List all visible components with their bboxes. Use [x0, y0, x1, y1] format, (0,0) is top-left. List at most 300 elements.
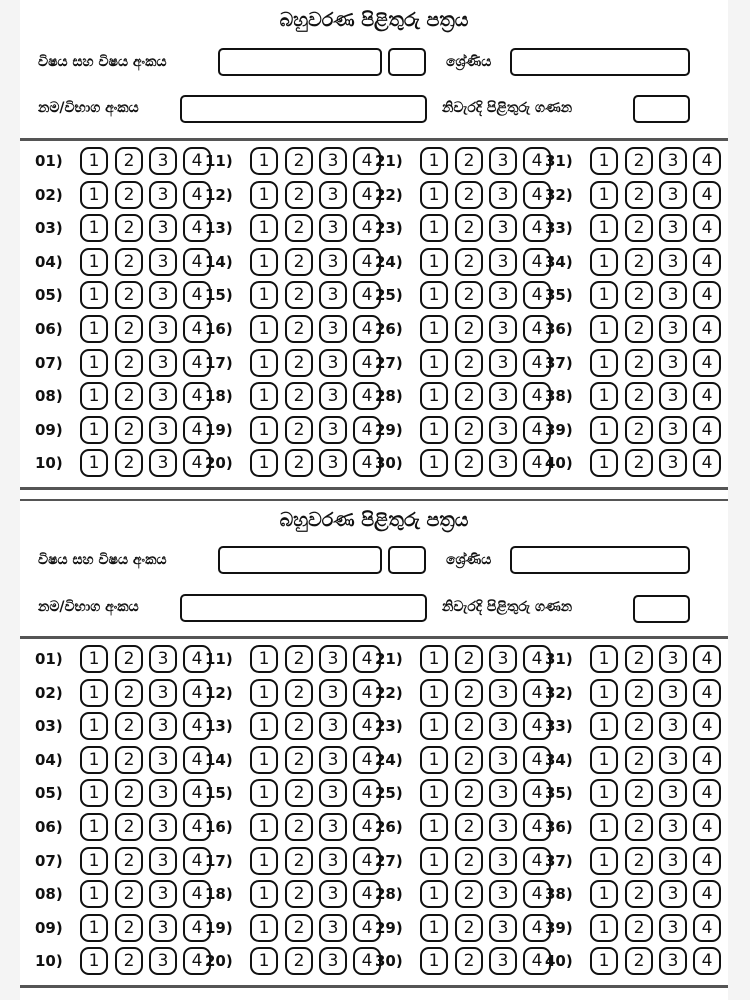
answer-bubble[interactable]: 1: [590, 281, 618, 309]
answer-bubble[interactable]: 2: [285, 181, 313, 209]
answer-bubble[interactable]: 4: [523, 449, 551, 477]
answer-bubble[interactable]: 4: [353, 416, 381, 444]
answer-bubble[interactable]: 1: [590, 248, 618, 276]
answer-bubble[interactable]: 4: [353, 349, 381, 377]
answer-bubble[interactable]: 1: [250, 315, 278, 343]
answer-bubble[interactable]: 1: [80, 847, 108, 875]
answer-bubble[interactable]: 4: [183, 779, 211, 807]
answer-bubble[interactable]: 1: [80, 382, 108, 410]
answer-bubble[interactable]: 1: [250, 382, 278, 410]
answer-bubble[interactable]: 2: [285, 214, 313, 242]
answer-bubble[interactable]: 4: [523, 281, 551, 309]
answer-bubble[interactable]: 1: [590, 880, 618, 908]
answer-bubble[interactable]: 2: [455, 416, 483, 444]
answer-bubble[interactable]: 4: [353, 181, 381, 209]
answer-bubble[interactable]: 4: [353, 147, 381, 175]
answer-bubble[interactable]: 3: [149, 746, 177, 774]
answer-bubble[interactable]: 2: [115, 813, 143, 841]
answer-bubble[interactable]: 2: [285, 712, 313, 740]
answer-bubble[interactable]: 4: [353, 679, 381, 707]
answer-bubble[interactable]: 4: [353, 880, 381, 908]
answer-bubble[interactable]: 4: [353, 779, 381, 807]
answer-bubble[interactable]: 1: [250, 679, 278, 707]
answer-bubble[interactable]: 4: [353, 813, 381, 841]
answer-bubble[interactable]: 1: [80, 813, 108, 841]
answer-bubble[interactable]: 4: [523, 382, 551, 410]
answer-bubble[interactable]: 1: [250, 947, 278, 975]
answer-bubble[interactable]: 3: [489, 416, 517, 444]
subject-number-field[interactable]: [388, 48, 426, 76]
answer-bubble[interactable]: 2: [115, 382, 143, 410]
answer-bubble[interactable]: 2: [625, 947, 653, 975]
answer-bubble[interactable]: 4: [183, 281, 211, 309]
answer-bubble[interactable]: 3: [659, 914, 687, 942]
answer-bubble[interactable]: 4: [693, 147, 721, 175]
answer-bubble[interactable]: 1: [250, 449, 278, 477]
answer-bubble[interactable]: 4: [523, 746, 551, 774]
answer-bubble[interactable]: 2: [115, 847, 143, 875]
answer-bubble[interactable]: 3: [659, 847, 687, 875]
answer-bubble[interactable]: 4: [183, 449, 211, 477]
answer-bubble[interactable]: 2: [455, 645, 483, 673]
answer-bubble[interactable]: 1: [420, 147, 448, 175]
answer-bubble[interactable]: 1: [420, 248, 448, 276]
answer-bubble[interactable]: 2: [625, 779, 653, 807]
answer-bubble[interactable]: 2: [115, 779, 143, 807]
answer-bubble[interactable]: 1: [590, 779, 618, 807]
answer-bubble[interactable]: 1: [80, 248, 108, 276]
answer-bubble[interactable]: 1: [420, 914, 448, 942]
answer-bubble[interactable]: 3: [149, 847, 177, 875]
answer-bubble[interactable]: 2: [455, 147, 483, 175]
answer-bubble[interactable]: 1: [250, 147, 278, 175]
answer-bubble[interactable]: 4: [183, 847, 211, 875]
answer-bubble[interactable]: 4: [523, 645, 551, 673]
answer-bubble[interactable]: 3: [319, 382, 347, 410]
answer-bubble[interactable]: 4: [353, 281, 381, 309]
answer-bubble[interactable]: 4: [523, 813, 551, 841]
answer-bubble[interactable]: 1: [80, 281, 108, 309]
answer-bubble[interactable]: 4: [353, 214, 381, 242]
answer-bubble[interactable]: 2: [115, 181, 143, 209]
answer-bubble[interactable]: 4: [183, 813, 211, 841]
answer-bubble[interactable]: 2: [455, 746, 483, 774]
answer-bubble[interactable]: 1: [420, 449, 448, 477]
answer-bubble[interactable]: 3: [659, 281, 687, 309]
answer-bubble[interactable]: 4: [183, 947, 211, 975]
answer-bubble[interactable]: 2: [285, 449, 313, 477]
answer-bubble[interactable]: 2: [115, 315, 143, 343]
answer-bubble[interactable]: 3: [319, 914, 347, 942]
answer-bubble[interactable]: 1: [250, 847, 278, 875]
answer-bubble[interactable]: 2: [455, 679, 483, 707]
answer-bubble[interactable]: 2: [285, 813, 313, 841]
answer-bubble[interactable]: 2: [285, 880, 313, 908]
answer-bubble[interactable]: 2: [625, 914, 653, 942]
answer-bubble[interactable]: 4: [693, 813, 721, 841]
answer-bubble[interactable]: 1: [420, 382, 448, 410]
answer-bubble[interactable]: 3: [149, 813, 177, 841]
answer-bubble[interactable]: 1: [250, 746, 278, 774]
answer-bubble[interactable]: 2: [625, 248, 653, 276]
answer-bubble[interactable]: 1: [420, 746, 448, 774]
answer-bubble[interactable]: 3: [659, 947, 687, 975]
answer-bubble[interactable]: 2: [115, 147, 143, 175]
correct-count-field[interactable]: [633, 95, 690, 123]
answer-bubble[interactable]: 3: [149, 679, 177, 707]
answer-bubble[interactable]: 2: [115, 947, 143, 975]
answer-bubble[interactable]: 2: [115, 449, 143, 477]
answer-bubble[interactable]: 3: [319, 147, 347, 175]
answer-bubble[interactable]: 3: [659, 315, 687, 343]
answer-bubble[interactable]: 2: [625, 679, 653, 707]
answer-bubble[interactable]: 2: [115, 645, 143, 673]
answer-bubble[interactable]: 1: [80, 416, 108, 444]
answer-bubble[interactable]: 3: [319, 712, 347, 740]
answer-bubble[interactable]: 3: [319, 315, 347, 343]
answer-bubble[interactable]: 4: [353, 248, 381, 276]
answer-bubble[interactable]: 4: [523, 679, 551, 707]
answer-bubble[interactable]: 4: [693, 382, 721, 410]
answer-bubble[interactable]: 1: [590, 813, 618, 841]
answer-bubble[interactable]: 2: [115, 281, 143, 309]
answer-bubble[interactable]: 4: [693, 947, 721, 975]
answer-bubble[interactable]: 1: [250, 214, 278, 242]
answer-bubble[interactable]: 3: [489, 746, 517, 774]
answer-bubble[interactable]: 2: [285, 315, 313, 343]
answer-bubble[interactable]: 2: [285, 382, 313, 410]
answer-bubble[interactable]: 1: [420, 281, 448, 309]
answer-bubble[interactable]: 3: [319, 214, 347, 242]
answer-bubble[interactable]: 2: [115, 416, 143, 444]
answer-bubble[interactable]: 2: [455, 449, 483, 477]
answer-bubble[interactable]: 4: [693, 181, 721, 209]
answer-bubble[interactable]: 1: [420, 315, 448, 343]
answer-bubble[interactable]: 4: [183, 248, 211, 276]
answer-bubble[interactable]: 2: [285, 349, 313, 377]
answer-bubble[interactable]: 3: [659, 813, 687, 841]
answer-bubble[interactable]: 1: [80, 315, 108, 343]
answer-bubble[interactable]: 1: [80, 947, 108, 975]
answer-bubble[interactable]: 4: [183, 679, 211, 707]
answer-bubble[interactable]: 2: [625, 813, 653, 841]
answer-bubble[interactable]: 4: [693, 914, 721, 942]
answer-bubble[interactable]: 1: [250, 914, 278, 942]
answer-bubble[interactable]: 4: [693, 416, 721, 444]
answer-bubble[interactable]: 3: [659, 349, 687, 377]
answer-bubble[interactable]: 3: [319, 349, 347, 377]
answer-bubble[interactable]: 2: [455, 947, 483, 975]
answer-bubble[interactable]: 3: [319, 449, 347, 477]
answer-bubble[interactable]: 3: [489, 281, 517, 309]
answer-bubble[interactable]: 2: [625, 746, 653, 774]
answer-bubble[interactable]: 4: [183, 147, 211, 175]
answer-bubble[interactable]: 3: [659, 248, 687, 276]
answer-bubble[interactable]: 4: [353, 847, 381, 875]
answer-bubble[interactable]: 3: [149, 147, 177, 175]
answer-bubble[interactable]: 2: [625, 281, 653, 309]
answer-bubble[interactable]: 1: [420, 645, 448, 673]
answer-bubble[interactable]: 3: [659, 779, 687, 807]
answer-bubble[interactable]: 2: [115, 349, 143, 377]
answer-bubble[interactable]: 1: [80, 779, 108, 807]
answer-bubble[interactable]: 2: [285, 679, 313, 707]
answer-bubble[interactable]: 4: [523, 914, 551, 942]
answer-bubble[interactable]: 4: [523, 880, 551, 908]
answer-bubble[interactable]: 4: [353, 914, 381, 942]
answer-bubble[interactable]: 1: [420, 947, 448, 975]
answer-bubble[interactable]: 3: [319, 779, 347, 807]
name-field[interactable]: [180, 95, 427, 123]
answer-bubble[interactable]: 4: [183, 416, 211, 444]
answer-bubble[interactable]: 1: [80, 349, 108, 377]
answer-bubble[interactable]: 2: [115, 679, 143, 707]
answer-bubble[interactable]: 4: [693, 712, 721, 740]
answer-bubble[interactable]: 3: [489, 712, 517, 740]
answer-bubble[interactable]: 3: [319, 847, 347, 875]
answer-bubble[interactable]: 4: [353, 315, 381, 343]
answer-bubble[interactable]: 2: [285, 947, 313, 975]
answer-bubble[interactable]: 1: [80, 679, 108, 707]
answer-bubble[interactable]: 1: [590, 416, 618, 444]
answer-bubble[interactable]: 3: [149, 214, 177, 242]
grade-field[interactable]: [510, 48, 690, 76]
answer-bubble[interactable]: 3: [489, 947, 517, 975]
answer-bubble[interactable]: 3: [319, 679, 347, 707]
answer-bubble[interactable]: 2: [625, 416, 653, 444]
answer-bubble[interactable]: 3: [489, 779, 517, 807]
grade-field[interactable]: [510, 546, 690, 574]
answer-bubble[interactable]: 4: [523, 147, 551, 175]
answer-bubble[interactable]: 1: [250, 349, 278, 377]
answer-bubble[interactable]: 2: [625, 712, 653, 740]
answer-bubble[interactable]: 2: [455, 214, 483, 242]
subject-field[interactable]: [218, 546, 382, 574]
answer-bubble[interactable]: 3: [659, 679, 687, 707]
answer-bubble[interactable]: 1: [250, 416, 278, 444]
answer-bubble[interactable]: 1: [590, 679, 618, 707]
answer-bubble[interactable]: 4: [523, 847, 551, 875]
answer-bubble[interactable]: 2: [455, 349, 483, 377]
answer-bubble[interactable]: 3: [659, 382, 687, 410]
answer-bubble[interactable]: 2: [625, 382, 653, 410]
answer-bubble[interactable]: 3: [319, 947, 347, 975]
answer-bubble[interactable]: 2: [115, 712, 143, 740]
answer-bubble[interactable]: 1: [420, 416, 448, 444]
answer-bubble[interactable]: 2: [455, 813, 483, 841]
answer-bubble[interactable]: 3: [489, 181, 517, 209]
answer-bubble[interactable]: 3: [659, 147, 687, 175]
answer-bubble[interactable]: 1: [250, 281, 278, 309]
answer-bubble[interactable]: 4: [183, 746, 211, 774]
answer-bubble[interactable]: 4: [353, 449, 381, 477]
answer-bubble[interactable]: 3: [489, 847, 517, 875]
answer-bubble[interactable]: 1: [80, 181, 108, 209]
answer-bubble[interactable]: 4: [523, 181, 551, 209]
answer-bubble[interactable]: 4: [183, 914, 211, 942]
answer-bubble[interactable]: 4: [523, 712, 551, 740]
answer-bubble[interactable]: 3: [489, 813, 517, 841]
answer-bubble[interactable]: 4: [523, 248, 551, 276]
answer-bubble[interactable]: 1: [80, 147, 108, 175]
answer-bubble[interactable]: 2: [285, 847, 313, 875]
answer-bubble[interactable]: 2: [455, 382, 483, 410]
answer-bubble[interactable]: 1: [250, 880, 278, 908]
answer-bubble[interactable]: 3: [489, 679, 517, 707]
answer-bubble[interactable]: 2: [625, 847, 653, 875]
answer-bubble[interactable]: 4: [353, 947, 381, 975]
answer-bubble[interactable]: 3: [149, 248, 177, 276]
answer-bubble[interactable]: 2: [455, 712, 483, 740]
answer-bubble[interactable]: 1: [590, 449, 618, 477]
answer-bubble[interactable]: 4: [183, 214, 211, 242]
answer-bubble[interactable]: 3: [489, 315, 517, 343]
answer-bubble[interactable]: 2: [115, 214, 143, 242]
answer-bubble[interactable]: 4: [183, 181, 211, 209]
answer-bubble[interactable]: 2: [455, 880, 483, 908]
answer-bubble[interactable]: 3: [149, 712, 177, 740]
answer-bubble[interactable]: 3: [149, 281, 177, 309]
answer-bubble[interactable]: 1: [590, 382, 618, 410]
answer-bubble[interactable]: 1: [80, 746, 108, 774]
answer-bubble[interactable]: 1: [80, 645, 108, 673]
answer-bubble[interactable]: 2: [115, 880, 143, 908]
answer-bubble[interactable]: 2: [115, 746, 143, 774]
answer-bubble[interactable]: 4: [693, 214, 721, 242]
answer-bubble[interactable]: 3: [319, 248, 347, 276]
answer-bubble[interactable]: 3: [489, 147, 517, 175]
answer-bubble[interactable]: 3: [659, 416, 687, 444]
answer-bubble[interactable]: 2: [285, 416, 313, 444]
answer-bubble[interactable]: 1: [590, 746, 618, 774]
answer-bubble[interactable]: 1: [420, 349, 448, 377]
answer-bubble[interactable]: 1: [80, 880, 108, 908]
answer-bubble[interactable]: 3: [489, 449, 517, 477]
answer-bubble[interactable]: 3: [319, 746, 347, 774]
answer-bubble[interactable]: 4: [693, 449, 721, 477]
answer-bubble[interactable]: 3: [659, 712, 687, 740]
answer-bubble[interactable]: 3: [319, 281, 347, 309]
answer-bubble[interactable]: 4: [693, 281, 721, 309]
answer-bubble[interactable]: 1: [80, 449, 108, 477]
answer-bubble[interactable]: 3: [489, 349, 517, 377]
answer-bubble[interactable]: 3: [149, 315, 177, 343]
answer-bubble[interactable]: 1: [590, 147, 618, 175]
answer-bubble[interactable]: 1: [420, 712, 448, 740]
answer-bubble[interactable]: 2: [455, 281, 483, 309]
answer-bubble[interactable]: 2: [455, 914, 483, 942]
answer-bubble[interactable]: 2: [625, 214, 653, 242]
answer-bubble[interactable]: 4: [353, 746, 381, 774]
answer-bubble[interactable]: 4: [523, 416, 551, 444]
answer-bubble[interactable]: 1: [420, 880, 448, 908]
answer-bubble[interactable]: 3: [149, 416, 177, 444]
answer-bubble[interactable]: 2: [625, 645, 653, 673]
answer-bubble[interactable]: 3: [319, 813, 347, 841]
answer-bubble[interactable]: 4: [693, 847, 721, 875]
answer-bubble[interactable]: 2: [285, 248, 313, 276]
answer-bubble[interactable]: 4: [183, 712, 211, 740]
answer-bubble[interactable]: 1: [80, 712, 108, 740]
subject-field[interactable]: [218, 48, 382, 76]
answer-bubble[interactable]: 3: [149, 914, 177, 942]
answer-bubble[interactable]: 3: [149, 181, 177, 209]
answer-bubble[interactable]: 4: [523, 947, 551, 975]
answer-bubble[interactable]: 3: [149, 382, 177, 410]
answer-bubble[interactable]: 1: [250, 813, 278, 841]
answer-bubble[interactable]: 1: [590, 645, 618, 673]
answer-bubble[interactable]: 2: [285, 147, 313, 175]
answer-bubble[interactable]: 1: [80, 214, 108, 242]
answer-bubble[interactable]: 2: [625, 181, 653, 209]
answer-bubble[interactable]: 4: [693, 248, 721, 276]
answer-bubble[interactable]: 3: [659, 214, 687, 242]
answer-bubble[interactable]: 2: [455, 779, 483, 807]
answer-bubble[interactable]: 4: [183, 645, 211, 673]
answer-bubble[interactable]: 4: [353, 645, 381, 673]
answer-bubble[interactable]: 3: [489, 382, 517, 410]
answer-bubble[interactable]: 1: [420, 813, 448, 841]
answer-bubble[interactable]: 3: [489, 880, 517, 908]
answer-bubble[interactable]: 2: [285, 645, 313, 673]
answer-bubble[interactable]: 3: [659, 645, 687, 673]
answer-bubble[interactable]: 1: [250, 248, 278, 276]
answer-bubble[interactable]: 1: [250, 779, 278, 807]
answer-bubble[interactable]: 3: [319, 181, 347, 209]
answer-bubble[interactable]: 4: [693, 779, 721, 807]
subject-number-field[interactable]: [388, 546, 426, 574]
answer-bubble[interactable]: 2: [115, 248, 143, 276]
answer-bubble[interactable]: 1: [590, 947, 618, 975]
answer-bubble[interactable]: 4: [183, 349, 211, 377]
answer-bubble[interactable]: 4: [693, 679, 721, 707]
answer-bubble[interactable]: 1: [420, 847, 448, 875]
answer-bubble[interactable]: 3: [489, 248, 517, 276]
name-field[interactable]: [180, 594, 427, 622]
answer-bubble[interactable]: 2: [625, 315, 653, 343]
answer-bubble[interactable]: 2: [455, 181, 483, 209]
answer-bubble[interactable]: 4: [693, 349, 721, 377]
answer-bubble[interactable]: 3: [149, 449, 177, 477]
answer-bubble[interactable]: 1: [420, 779, 448, 807]
answer-bubble[interactable]: 2: [285, 281, 313, 309]
answer-bubble[interactable]: 3: [149, 779, 177, 807]
answer-bubble[interactable]: 1: [590, 914, 618, 942]
answer-bubble[interactable]: 3: [659, 746, 687, 774]
answer-bubble[interactable]: 1: [590, 315, 618, 343]
answer-bubble[interactable]: 4: [183, 880, 211, 908]
answer-bubble[interactable]: 2: [625, 349, 653, 377]
answer-bubble[interactable]: 3: [659, 880, 687, 908]
answer-bubble[interactable]: 1: [590, 847, 618, 875]
answer-bubble[interactable]: 4: [693, 315, 721, 343]
answer-bubble[interactable]: 2: [625, 147, 653, 175]
answer-bubble[interactable]: 2: [625, 880, 653, 908]
answer-bubble[interactable]: 4: [183, 315, 211, 343]
answer-bubble[interactable]: 3: [319, 880, 347, 908]
answer-bubble[interactable]: 3: [149, 880, 177, 908]
correct-count-field[interactable]: [633, 595, 690, 623]
answer-bubble[interactable]: 4: [523, 315, 551, 343]
answer-bubble[interactable]: 1: [250, 181, 278, 209]
answer-bubble[interactable]: 1: [590, 181, 618, 209]
answer-bubble[interactable]: 4: [693, 645, 721, 673]
answer-bubble[interactable]: 3: [149, 349, 177, 377]
answer-bubble[interactable]: 2: [625, 449, 653, 477]
answer-bubble[interactable]: 3: [489, 645, 517, 673]
answer-bubble[interactable]: 2: [455, 315, 483, 343]
answer-bubble[interactable]: 3: [659, 181, 687, 209]
